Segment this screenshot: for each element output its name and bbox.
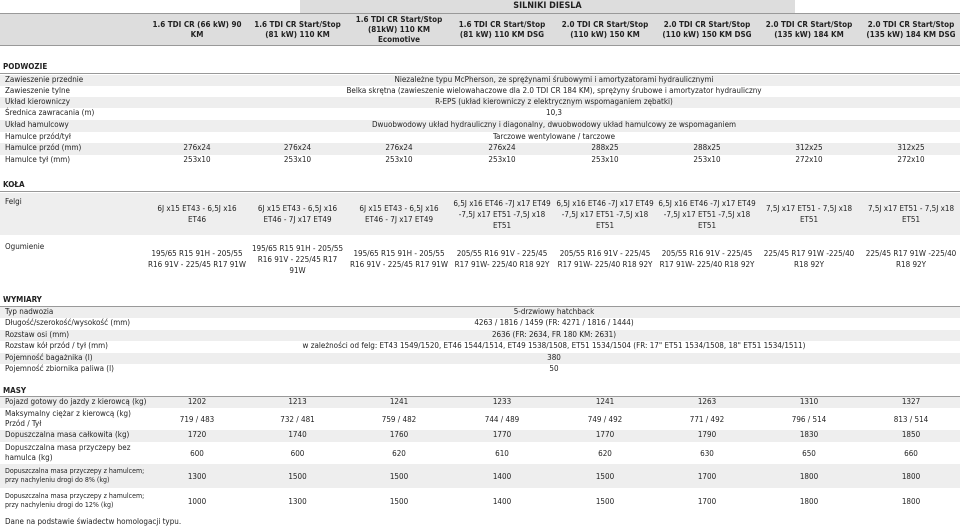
row-value: R-EPS (układ kierowniczy z elektrycznym wspomaganiem zębatki) [435,97,673,106]
engine-header: 2.0 TDI CR Start/Stop (135 kW) 184 KM [765,19,853,39]
engine-header: 1.6 TDI CR Start/Stop (81 kW) 110 KM DSG [458,19,546,39]
cell: 1300 [187,471,207,481]
row-label: Pojemność bagażnika (l) [5,353,93,362]
cell: 1300 [288,496,307,506]
row-value: 380 [547,353,561,362]
row-value: Dwuobwodowy układ hydrauliczny i diagonalny, dwuobwodowy układ hamulcowy ze wspomaganiem [371,120,737,129]
engines-title: SILNIKI DIESLA [300,0,795,13]
cell: 1310 [799,397,819,406]
cell: 1000 [187,496,207,506]
cell: 253x10 [283,155,312,164]
row-value: Tarczowe wentylowane / tarczowe [492,132,616,141]
cell: 253x10 [183,155,211,164]
cell: 630 [700,448,714,458]
table-row [0,238,960,281]
table-row [0,464,960,489]
cell: 1700 [697,471,717,481]
row-label: Dopuszczalna masa całkowita (kg) [5,430,130,439]
cell: 272x10 [897,155,925,164]
row-value: 50 [549,364,559,373]
row-label: Rozstaw kół przód / tył (mm) [5,341,108,350]
cell: 1500 [595,471,615,481]
cell: 288x25 [693,143,721,152]
cell: 1800 [901,496,921,506]
cell: 1263 [697,397,717,406]
engine-header: 2.0 TDI CR Start/Stop (110 kW) 150 KM [561,19,649,39]
footnote: Dane na podstawie świadectw homologacji typu. [5,517,182,526]
cell: 1770 [595,430,615,439]
cell: 1500 [389,496,409,506]
engine-header: 1.6 TDI CR (66 kW) 90 KM [152,19,242,39]
table-row [0,155,960,168]
cell: 1400 [492,471,512,481]
row-label: Ogumienie [5,242,45,251]
engine-header: 1.6 TDI CR Start/Stop (81kW) 110 KM Ecomotive [355,14,443,44]
cell: 225/45 R17 91W -225/40 R18 92Y [763,249,855,269]
cell: 6,5J x16 ET46 -7J x17 ET49 -7,5J x17 ET51 -7,5J x18 ET51 [453,198,551,230]
table-row [0,442,960,465]
cell: 620 [598,448,612,458]
cell: 1202 [187,397,207,406]
cell: 1770 [492,430,512,439]
cell: 620 [392,448,406,458]
row-value: 4263 / 1816 / 1459 (FR: 4271 / 1816 / 1444) [474,318,634,327]
section-heading-podwozie: PODWOZIE [3,62,48,71]
cell: 6J x15 ET43 - 6,5J x16 ET46 [157,204,237,224]
row-value: 10,3 [545,108,563,117]
row-value: w zależności od felg: ET43 1549/1520, ET46 1544/1514, ET49 1538/1508, ET51 1534/1504 (FR: 17" ET51 1534/1508, 18" ET51 1534/1511) [302,341,806,350]
cell: 744 / 489 [484,414,520,424]
section-heading-wymiary: WYMIARY [3,295,42,304]
cell: 771 / 492 [689,414,725,424]
cell: 7,5J x17 ET51 - 7,5J x18 ET51 [765,204,853,224]
row-label: Pojazd gotowy do jazdy z kierowcą (kg) [5,397,147,406]
cell: 1500 [288,471,307,481]
row-label: Długość/szerokość/wysokość (mm) [5,318,131,327]
cell: 253x10 [693,155,721,164]
row-label: Hamulce przód (mm) [5,143,82,152]
engine-header-row [0,13,960,46]
cell: 312x25 [795,143,823,152]
cell: 1500 [389,471,409,481]
cell: 276x24 [488,143,516,152]
section-divider [0,73,960,74]
row-label: Felgi [5,197,22,206]
cell: 253x10 [591,155,619,164]
cell: 225/45 R17 91W -225/40 R18 92Y [865,249,957,269]
row-label: Pojemność zbiornika paliwa (l) [5,364,114,373]
cell: 600 [290,448,305,458]
row-label: Dopuszczalna masa przyczepy bez hamulca (kg) [5,443,131,462]
section-heading-kola: KOŁA [3,180,25,189]
cell: 1800 [799,496,819,506]
cell: 195/65 R15 91H - 205/55 R16 91V - 225/45 R17 91W [350,249,449,269]
row-label: Średnica zawracania (m) [5,108,95,117]
cell: 1720 [187,430,207,439]
row-value: Belka skrętna (zawieszenie wielowahaczowe dla 2.0 TDI CR 184 KM), sprężyny śrubowe i amortyzator hydrauliczny [346,86,762,95]
row-label: Układ hamulcowy [5,120,69,129]
cell: 276x24 [183,143,211,152]
cell: 1830 [799,430,819,439]
cell: 1327 [901,397,921,406]
cell: 272x10 [795,155,823,164]
row-label: Typ nadwozia [5,307,54,316]
row-value: 5-drzwiowy hatchback [513,307,595,316]
cell: 796 / 514 [791,414,827,424]
row-value: Niezależne typu McPherson, ze sprężynami śrubowymi i amortyzatorami hydraulicznymi [394,75,714,84]
cell: 610 [495,448,509,458]
row-label: Zawieszenie przednie [5,75,84,84]
cell: 1500 [595,496,615,506]
table-row [0,408,960,431]
engine-header: 2.0 TDI CR Start/Stop (135 kW) 184 KM DSG [866,19,956,39]
cell: 732 / 481 [280,414,315,424]
row-label: Dopuszczalna masa przyczepy z hamulcem; przy nachyleniu drogi do 12% (kg) [5,492,145,509]
row-label: Hamulce przód/tył [5,132,71,141]
engine-header: 2.0 TDI CR Start/Stop (110 kW) 150 KM DSG [662,19,752,39]
cell: 276x24 [385,143,413,152]
row-label: Dopuszczalna masa przyczepy z hamulcem; przy nachyleniu drogi do 8% (kg) [5,467,145,484]
cell: 195/65 R15 91H - 205/55 R16 91V - 225/45 R17 91W [148,249,247,269]
cell: 1790 [697,430,717,439]
cell: 660 [904,448,918,458]
cell: 195/65 R15 91H - 205/55 R16 91V - 225/45 R17 91W [251,243,344,275]
cell: 1213 [288,397,307,406]
cell: 1850 [901,430,921,439]
table-row [0,489,960,514]
cell: 6,5J x16 ET46 -7J x17 ET49 -7,5J x17 ET51 -7,5J x18 ET51 [658,198,756,230]
cell: 1233 [492,397,512,406]
cell: 1400 [492,496,512,506]
cell: 253x10 [488,155,516,164]
cell: 205/55 R16 91V - 225/45 R17 91W- 225/40 R18 92Y [659,249,755,269]
cell: 650 [802,448,816,458]
cell: 1241 [595,397,615,406]
cell: 205/55 R16 91V - 225/45 R17 91W- 225/40 R18 92Y [454,249,550,269]
cell: 600 [190,448,204,458]
cell: 6J x15 ET43 - 6,5J x16 ET46 - 7J x17 ET49 [257,204,338,224]
cell: 749 / 492 [587,414,623,424]
cell: 253x10 [385,155,413,164]
cell: 1700 [697,496,717,506]
cell: 1800 [901,471,921,481]
cell: 312x25 [897,143,925,152]
cell: 7,5J x17 ET51 - 7,5J x18 ET51 [867,204,955,224]
cell: 1760 [389,430,409,439]
row-label: Rozstaw osi (mm) [5,330,70,339]
cell: 276x24 [283,143,312,152]
row-label: Hamulce tył (mm) [5,155,71,164]
section-divider [0,191,960,192]
cell: 6,5J x16 ET46 -7J x17 ET49 -7,5J x17 ET51 -7,5J x18 ET51 [556,198,654,230]
table-row [0,193,960,236]
row-label: Układ kierowniczy [5,97,70,106]
cell: 1740 [288,430,307,439]
row-label: Zawieszenie tylne [5,86,70,95]
engine-header: 1.6 TDI CR Start/Stop (81 kW) 110 KM [254,19,341,39]
row-value: 2636 (FR: 2634, FR 180 KM: 2631) [491,330,617,339]
cell: 719 / 483 [179,414,215,424]
cell: 759 / 482 [381,414,417,424]
table-row [0,364,960,377]
cell: 813 / 514 [893,414,929,424]
section-heading-masy: MASY [3,386,27,395]
cell: 205/55 R16 91V - 225/45 R17 91W- 225/40 R18 92Y [557,249,653,269]
cell: 6J x15 ET43 - 6,5J x16 ET46 - 7J x17 ET49 [359,204,439,224]
row-label: Maksymalny ciężar z kierowcą (kg) Przód / Tył [5,409,131,428]
cell: 288x25 [591,143,619,152]
cell: 1241 [389,397,409,406]
cell: 1800 [799,471,819,481]
